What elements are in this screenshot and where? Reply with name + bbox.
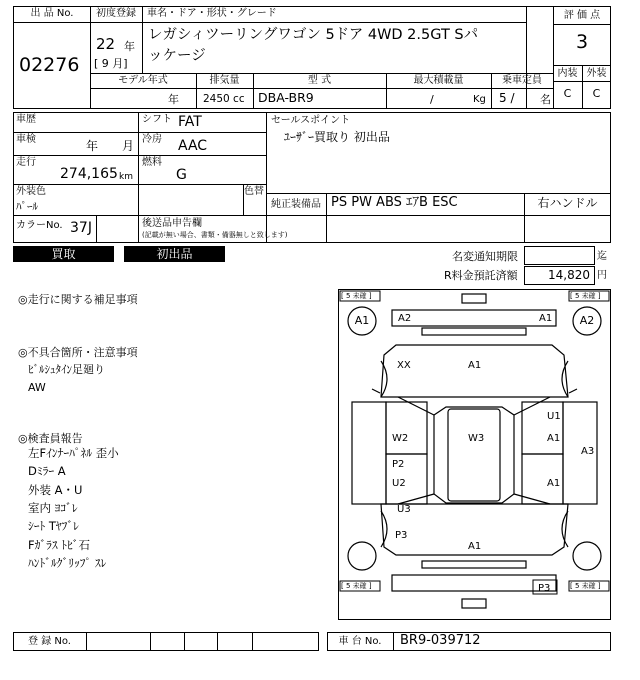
grid-line	[217, 632, 218, 651]
color-no: 37J	[70, 220, 92, 236]
mark-wheel-fl: A1	[354, 314, 370, 327]
mark-rear-bumper-right: P3	[538, 583, 551, 594]
mark-right-front-door-upper: U1	[547, 411, 561, 422]
inspector-line: 外装 A・U	[28, 483, 83, 497]
left-front-door	[386, 402, 427, 454]
a-pillar-l	[398, 397, 434, 415]
grid-line	[13, 155, 266, 156]
shift: FAT	[178, 114, 202, 130]
ext-color-label: 外装色	[16, 186, 46, 197]
grid-line	[252, 632, 253, 651]
mark-wheel-fr: A2	[579, 314, 595, 327]
grid-line	[526, 6, 527, 109]
plate-rear	[462, 599, 486, 608]
car-name-line2: ッケージ	[148, 48, 206, 64]
mark-right-rear-door: A1	[547, 478, 561, 489]
mark-hood: A1	[468, 360, 482, 371]
grid-line	[90, 22, 526, 23]
grid-line	[90, 73, 553, 74]
post-report-note: (記載が無い場合、書類・備器無しと致します)	[142, 231, 288, 239]
car-name-label: 車名・ドア・形状・グレード	[147, 8, 277, 19]
mileage-label: 走行	[16, 157, 36, 168]
name-change-unit: 迄	[597, 251, 607, 262]
grid-line	[96, 215, 97, 243]
model-year-unit: 年	[168, 93, 179, 106]
inspector-line: ｼｰﾄ Tﾔﾌﾞﾚ	[28, 519, 79, 533]
history-label: 車歴	[16, 114, 36, 125]
interior-grade: C	[563, 87, 572, 100]
recycle-label: R料金預託済額	[444, 269, 518, 282]
capacity-label: 乗車定員	[502, 75, 542, 86]
reg-no-label: 登 録 No.	[28, 636, 71, 647]
tag-first-listing: 初出品	[124, 246, 225, 262]
color-change-label: 色替	[244, 186, 264, 197]
reg-month: [ 9 月]	[94, 57, 128, 70]
name-change-box	[524, 246, 595, 265]
grid-line	[326, 193, 327, 243]
inspector-line: ﾊﾝﾄﾞﾙｸﾞﾘｯﾌﾟ ｽﾚ	[28, 556, 107, 570]
front-bumper	[392, 310, 556, 326]
grid-line	[266, 112, 267, 243]
tail-panel	[422, 561, 526, 568]
inspector-title: ◎検査員報告	[18, 432, 83, 445]
score-label: 評 価 点	[563, 10, 601, 21]
roof-inner	[448, 409, 500, 501]
lot-no: 02276	[19, 54, 80, 76]
recycle-amount: 14,820	[548, 268, 590, 282]
plate-front	[462, 294, 486, 303]
displacement-label: 排気量	[209, 75, 240, 86]
grid-line	[13, 184, 266, 185]
mark-left-quarter: P3	[395, 530, 408, 541]
mileage-unit: km	[119, 172, 133, 182]
car-name-line1: レガシィツーリングワゴン 5ドア 4WD 2.5GT Sパ	[148, 27, 479, 43]
mark-left-rear-door: U2	[392, 478, 406, 489]
inspection-month-unit: 月	[122, 139, 135, 153]
mark-roof: W3	[468, 433, 485, 444]
ac-label: 冷房	[142, 134, 162, 145]
defect-line: AW	[28, 381, 46, 394]
car-diagram	[338, 289, 611, 620]
rear-bumper	[392, 575, 556, 591]
mileage: 274,165	[60, 166, 118, 182]
max-load-label: 最大積載量	[413, 75, 464, 86]
steering: 右ハンドル	[537, 196, 598, 210]
grille	[422, 328, 526, 335]
score-value: 3	[575, 31, 589, 53]
ac: AAC	[178, 138, 208, 154]
mark-front-bumper-right: A1	[539, 313, 553, 324]
capacity: 5 /	[499, 91, 515, 105]
tag-buyback: 買取	[13, 246, 114, 262]
mirrors	[372, 389, 577, 393]
grid-line	[393, 632, 394, 651]
grid-line	[86, 632, 87, 651]
max-load-unit: Kg	[473, 94, 486, 105]
first-reg-label: 初度登録	[96, 8, 136, 19]
inspector-line: Fｶﾞﾗｽ ﾄﾋﾞ石	[28, 538, 91, 552]
exterior-grade: C	[592, 87, 601, 100]
wheel-tag-rr: [ 5 未確 ]	[570, 582, 601, 590]
reg-year-unit: 年	[124, 40, 135, 53]
c-pillar-r	[514, 494, 550, 504]
chassis-label: 車 台 No.	[338, 636, 382, 647]
grid-line	[142, 6, 143, 73]
a-pillar-r	[514, 397, 550, 415]
grid-line	[184, 632, 185, 651]
inspection-year-unit: 年	[86, 139, 99, 153]
model-label: 型 式	[307, 75, 332, 86]
wheel-rl-circle	[348, 542, 376, 570]
inspector-line: Dﾐﾗｰ A	[28, 464, 66, 478]
grid-line	[553, 24, 611, 25]
grid-line	[13, 22, 91, 23]
defect-line: ﾋﾞﾙｼｭﾀｲﾝ足廻り	[28, 363, 105, 376]
ext-color: ﾊﾟｰﾙ	[16, 200, 38, 213]
wheel-tag-rl: [ 5 未確 ]	[341, 582, 372, 590]
driving-remarks-title: ◎走行に関する補足事項	[18, 293, 138, 306]
fuel-label: 燃料	[142, 157, 162, 168]
equipment-label: 純正装備品	[271, 199, 321, 210]
shift-label: シフト	[142, 114, 172, 125]
mark-left-front-fender: XX	[397, 360, 411, 371]
inspector-line: 左Fｲﾝﾅｰﾊﾟﾈﾙ 歪小	[28, 446, 119, 460]
grid-line	[150, 632, 151, 651]
interior-label: 内装	[557, 68, 578, 79]
grid-line	[13, 132, 266, 133]
displacement: 2450 cc	[203, 93, 245, 105]
roof-outline	[434, 407, 514, 503]
defects-title: ◎不具合箇所・注意事項	[18, 346, 138, 359]
inspector-line: 室内 ﾖｺﾞﾚ	[28, 501, 78, 515]
mark-front-bumper-left: A2	[398, 313, 412, 324]
chassis-no: BR9-039712	[400, 633, 481, 648]
name-change-label: 名変通知期限	[452, 250, 518, 263]
sales-point-label: セールスポイント	[271, 115, 351, 126]
post-report-label: 後送品申告欄	[142, 218, 202, 229]
fuel: G	[176, 167, 187, 183]
left-side-panel	[352, 402, 386, 504]
grid-line	[90, 88, 553, 89]
mark-right-front-door: A1	[547, 433, 561, 444]
mark-left-quarter-upper: U3	[397, 504, 411, 515]
wheel-tag-fr: [ 5 未確 ]	[570, 292, 601, 300]
mark-trunk: A1	[468, 541, 482, 552]
grid-line	[13, 215, 611, 216]
reg-year: 22	[96, 35, 116, 53]
wheel-tag-fl: [ 5 未確 ]	[341, 292, 372, 300]
model-year-label: モデル年式	[118, 75, 168, 86]
model-code: DBA-BR9	[258, 90, 314, 105]
lot-no-label: 出 品 No.	[30, 8, 74, 19]
mark-right-side: A3	[581, 446, 595, 457]
mark-left-rear-door-upper: P2	[392, 459, 405, 470]
inspection-label: 車検	[16, 134, 36, 145]
sales-point-text: ﾕｰｻﾞｰ買取り 初出品	[284, 130, 390, 144]
capacity-unit: 名	[540, 93, 551, 106]
max-load-sep: /	[430, 93, 434, 106]
equipment: PS PW ABS ｴｱB ESC	[331, 195, 458, 210]
mark-left-front-door: W2	[392, 433, 409, 444]
wheel-rr-circle	[573, 542, 601, 570]
color-no-label: カラーNo.	[16, 220, 63, 231]
grid-line	[266, 193, 611, 194]
grid-line	[553, 81, 611, 82]
recycle-unit: 円	[597, 270, 607, 281]
exterior-label: 外装	[586, 68, 607, 79]
